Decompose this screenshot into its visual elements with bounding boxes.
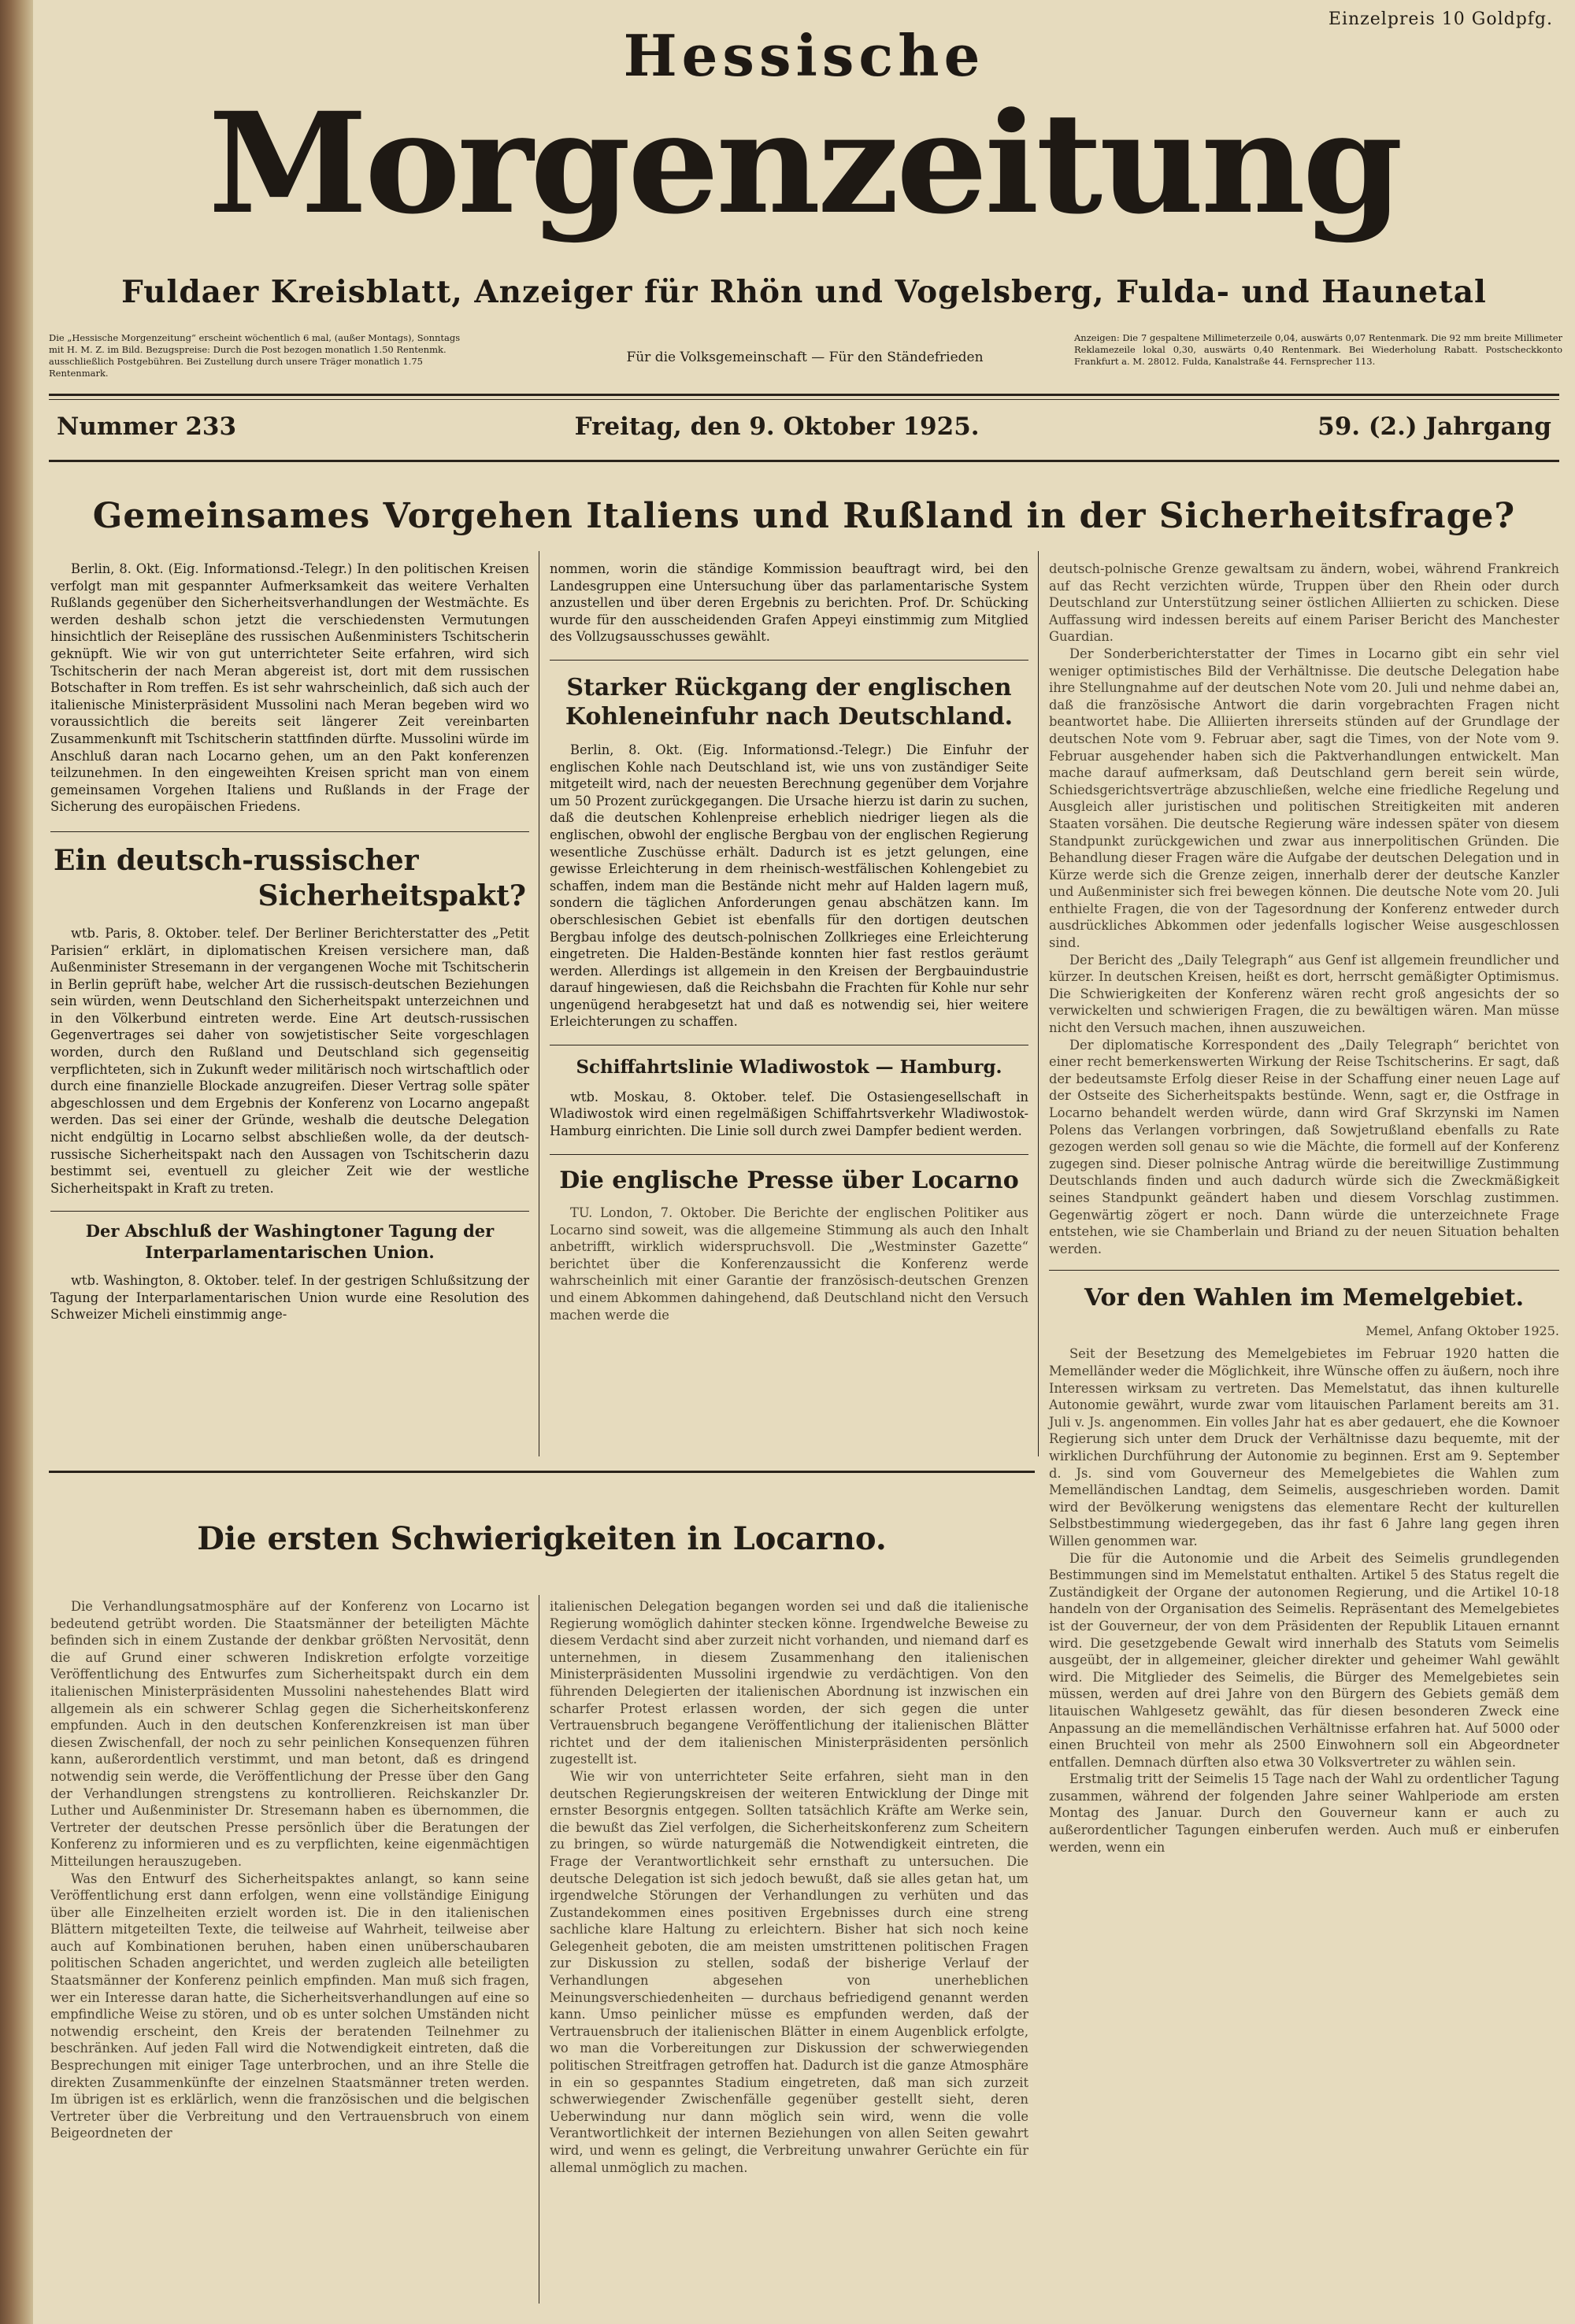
article-paragraph: Der Sonderberichterstatter der Times in Locarno gibt ein sehr viel weniger optimistisches Bild der Verhältnisse. Die deutsche Delegation habe ihre Stellungnahme auf der deutschen Note vom 20. Juli und nehme dabei an, daß die französische Antwort die darin vorgebrachten Fragen nicht beantwortet habe. Die Alliierten ihrerseits stünden auf der Grundlage der deutschen Note vom 9. Februar aber, sagt die Times, von der Note vom 9. Februar ausgehender haben sich die Paktverhandlungen entwickelt. Man mache darauf aufmerksam, daß Deutschland gern bereit sein würde, Schiedsgerichtsverträge abzuschließen, welche eine friedliche Regelung und Ausgleich aller juristischen und politischen Streitigkeiten mit anderen Staaten vorsähen. Die deutsche Regierung wäre indessen später von diesem Standpunkt zurückgewichen und zwar aus innerpolitischen Gründen. Die Behandlung dieser Fragen wäre die Aufgabe der deutschen Delegation und in Kürze werde sich die Grenze zeigen, innerhalb derer der deutsche Kanzler und Außenminister sich frei bewegen können. Die deutsche Note vom 20. Juli enthielte Fragen, die von der Tagesordnung der Konferenz entweder durch ausdrückliches Abkommen oder jedenfalls logischer Weise ausgeschlossen sind. <box>1049 646 1559 951</box>
article-paragraph: TU. London, 7. Oktober. Die Berichte der englischen Politiker aus Locarno sind soweit, was die allgemeine Stimmung als auch den Inhalt anbetrifft, wirklich widerspruchsvoll. Die „Westminster Gazette“ berichtet über die Konferenzaussicht die Konferenz werde wahrscheinlich mit einer Garantie der französisch-deutschen Grenzen und einem Abkommen dahingehend, daß Deutschland nicht den Versuch machen werde die <box>550 1205 1028 1323</box>
column-3 <box>1049 561 1559 1856</box>
article-dateline: Memel, Anfang Oktober 1925. <box>1366 1323 1559 1338</box>
article-paragraph: Berlin, 8. Okt. (Eig. Informationsd.-Telegr.) Die Einfuhr der englischen Kohle nach Deutschland ist, wie uns von zuständiger Seite mitgeteilt wird, nach der neuesten Berechnung gegenüber dem Vorjahre um 50 Prozent zurückgegangen. Die Ursache hierzu ist darin zu suchen, daß die deutschen Kohlenpreise erheblich niedriger liegen als die englischen, obwohl der englische Bergbau von der englischen Regierung wesentliche Zuschüsse erhält. Dadurch ist es jetzt gelungen, eine gewisse Erleichterung in dem rheinisch-westfälischen Kohlengebiet zu schaffen, indem man die Bestände nicht mehr auf Halden lagern muß, sondern die täglichen Anforderungen genau abschätzen kann. Im oberschlesischen Gebiet ist ebenfalls für den dortigen deutschen Bergbau infolge des deutsch-polnischen Zollkrieges eine Erleichterung eingetreten. Die Halden-Bestände konnten hier fast restlos geräumt werden. Allerdings ist allgemein in den Kreisen der Bergbauindustrie darauf hingewiesen, daß die Reichsbahn die Frachten für Kohle nur sehr ungenügend herabgesetzt hat und daß es notwendig sei, hier weitere Erleichterungen zu schaffen. <box>550 742 1028 1030</box>
article-headline: Starker Rückgang der englischen Kohleneinfuhr nach Deutschland. <box>565 673 1014 731</box>
article-paragraph: wtb. Moskau, 8. Oktober. telef. Die Ostasiengesellschaft in Wladiwostok wird einen regelmäßigen Schiffahrtsverkehr Wladiwostok-Hamburg einrichten. Die Linie soll durch zwei Dampfer bedient werden. <box>550 1089 1028 1138</box>
article-headline: Der Abschluß der Washingtoner Tagung der Interparlamentarischen Union. <box>85 1221 495 1262</box>
locarno-column-1 <box>50 1598 529 2142</box>
main-headline: Gemeinsames Vorgehen Italiens und Rußland in der Sicherheitsfrage? <box>92 496 1516 536</box>
issue-number: Nummer 233 <box>57 413 237 441</box>
issue-info-bar <box>57 413 1551 441</box>
advertising-terms: Anzeigen: Die 7 gespaltene Millimeterzeile 0,04, auswärts 0,07 Rentenmark. Die 92 mm breite Millimeter Reklamezeile lokal 0,30, auswärts 0,40 Rentenmark. Bei Wiederholung Rabatt. Postscheckkonto Frankfurt a. M. 28012. Fulda, Kanalstraße 44. Fernsprecher 113. <box>1074 332 1562 367</box>
newspaper-title: Morgenzeitung <box>208 82 1400 245</box>
article-paragraph: Wie wir von unterrichteter Seite erfahren, sieht man in den deutschen Regierungskreisen der weiteren Entwicklung der Dinge mit ernster Besorgnis entgegen. Sollten tatsächlich Kräfte am Werke sein, die bewußt das Ziel verfolgen, die Sicherheitskonferenz zum Scheitern zu bringen, so würde naturgemäß die Notwendigkeit eintreten, die Frage der Verantwortlichkeit sehr ernsthaft zu untersuchen. Die deutsche Delegation ist sich jedoch bewußt, daß sie alles getan hat, um irgendwelche Störungen der Verhandlungen zu verhüten und das Zustandekommen eines positiven Ergebnisses durch eine streng sachliche klare Haltung zu erleichtern. Bisher hat sich noch keine Gelegenheit geboten, die am meisten umstrittenen politischen Fragen zur Diskussion zu stellen, sodaß der bisherige Verlauf der Verhandlungen abgesehen von unerheblichen Meinungsverschiedenheiten — durchaus befriedigend genannt werden kann. Umso peinlicher müsse es empfunden werden, daß der Vertrauensbruch der italienischen Blätter in einem Augenblick erfolgte, wo man die Vorbereitungen zur Diskussion der schwerwiegenden politischen Streitfragen getroffen hat. Dadurch ist die ganze Atmosphäre in ein so gespanntes Stadium eingetreten, daß man sich zurzeit schwerwiegender Zwischenfälle gegenüber gestellt sieht, deren Ueberwindung nur dann möglich sein wird, wenn die volle Verantwortlichkeit der internen Beziehungen von allen Seiten gewahrt wird, und wenn es gelingt, die Verbreitung unwahrer Gerüchte ein für allemal unmöglich zu machen. <box>550 1768 1028 2175</box>
article-paragraph: deutsch-polnische Grenze gewaltsam zu ändern, wobei, während Frankreich auf das Recht verzichten würde, Truppen über den Rhein oder durch Deutschland zur Unterstützung seiner östlichen Alliierten zu schicken. Diese Auffassung wird indessen bereits auf einem Pariser Bericht des Manchester Guardian. <box>1049 561 1559 645</box>
article-separator <box>550 660 1028 661</box>
article-paragraph: Erstmalig tritt der Seimelis 15 Tage nach der Wahl zu ordentlicher Tagung zusammen, während der folgenden Jahre seiner Wahlperiode am ersten Montag des Januar. Durch den Gouverneur kann er auch zu außerordentlicher Tagungen einberufen werden. Auch muß er einberufen werden, wenn ein <box>1049 1771 1559 1855</box>
article-separator <box>50 1211 529 1212</box>
article-paragraph: Der diplomatische Korrespondent des „Daily Telegraph“ berichtet von einer recht bemerkenswerten Wirkung der Reise Tschitscherins. Er sagt, daß der bedeutsamste Erfolg dieser Reise in der Schaffung einer neuen Lage auf der Ostseite des Sicherheitspakts bestünde. Wenn, sagt er, die Ostfrage in Locarno behandelt werden würde, dann wird Graf Skrzynski im Namen Polens das Verlangen vorbringen, daß Sowjetrußland ebenfalls zu Rate gezogen werden soll genau so wie die Mächte, die formell auf der Konferenz zugegen sind. Dieser polnische Antrag würde die bereitwillige Zustimmung Deutschlands finden und auch dadurch würde sich die Zweckmäßigkeit seines Standpunkt geändert haben und diesem Vorschlag zustimmen. Gegenwärtig zögert er noch. Dann würde die unterzeichnete Frage entstehen, wie sie Chamberlain und Briand zu der neuen Situation behalten werden. <box>1049 1037 1559 1256</box>
article-paragraph: Berlin, 8. Okt. (Eig. Informationsd.-Telegr.) In den politischen Kreisen verfolgt man mit gespannter Aufmerksamkeit das weitere Verhalten Rußlands gegenüber den Sicherheitsverhandlungen der Westmächte. Es werden deshalb schon jetzt die verschiedensten Vermutungen hinsichtlich der Reisepläne des russischen Außenministers Tschitscherin geknüpft. Wie wir von gut unterrichteter Seite erfahren, wird sich Tschitscherin der nach Meran abgereist ist, dort mit dem russischen Botschafter in Rom treffen. Es ist sehr wahrscheinlich, daß sich auch der italienische Ministerpräsident Mussolini nach Meran begeben wird wo voraussichtlich die bereits seit längerer Zeit vereinbarten Zusammenkunft mit Tschitscherin stattfinden dürfte. Mussolini würde im Anschluß daran nach Locarno gehen, um an den Pakt konferenzen teilzunehmen. In den eingeweihten Kreisen spricht man von einem gemeinsamen Vorgehen Italiens und Rußlands in der Frage der Sicherung des europäischen Friedens. <box>50 561 529 815</box>
locarno-headline: Die ersten Schwierigkeiten in Locarno. <box>197 1520 887 1557</box>
newspaper-motto: Für die Volksgemeinschaft — Für den Ständefrieden <box>626 350 984 365</box>
column-1 <box>50 561 529 1323</box>
article-paragraph: Die Verhandlungsatmosphäre auf der Konferenz von Locarno ist bedeutend getrübt worden. Die Staatsmänner der beteiligten Mächte befinden sich in einem Zustande der denkbar größten Nervosität, denn die auf Grund einer schweren Indiskretion erfolgte vorzeitige Veröffentlichung des Entwurfes zum Sicherheitspakt durch ein dem italienischen Ministerpräsidenten Mussolini nahestehendes Blatt wird allgemein als ein schwerer Schlag gegen die Sicherheitskonferenz empfunden. Auch in den deutschen Konferenzkreisen ist man über diesen Zwischenfall, der noch zu sehr peinlichen Konsequenzen führen kann, außerordentlich verstimmt, und man betont, daß es dringend notwendig sein werde, die Veröffentlichung der Presse über den Gang der Verhandlungen strengstens zu kontrollieren. Reichskanzler Dr. Luther und Außenminister Dr. Stresemann haben es übernommen, die Vertreter der deutschen Presse persönlich über die Beratungen der Konferenz zu informieren und es zu verpflichten, keine eigenmächtigen Mitteilungen herauszugeben. <box>50 1599 529 1869</box>
subscription-terms: Die „Hessische Morgenzeitung“ erscheint wöchentlich 6 mal, (außer Montags), Sonntags mit H. M. Z. im Bild. Bezugspreise: Durch die Post bezogen monatlich 1.50 Rentenmk. ausschließlich Postgebühren. Bei Zustellung durch unsere Träger monatlich 1.75 Rentenmark. <box>49 332 461 379</box>
article-paragraph: wtb. Paris, 8. Oktober. telef. Der Berliner Berichterstatter des „Petit Parisien“ erklärt, in diplomatischen Kreisen versichere man, daß Außenminister Stresemann in der vergangenen Woche mit Tschitscherin in Berlin geprüft habe, welcher Art die russisch-deutschen Beziehungen sein würden, wenn Deutschland den Sicherheitspakt unterzeichnen und in den Völkerbund eintreten werde. Eine Art deutsch-russischen Gegenvertrages sei daher von sowjetistischer Seite vorgeschlagen worden, durch den Rußland und Deutschland sich gegenseitig verpflichteten, sich in Zukunft weder militärisch noch wirtschaftlich oder durch eine finanzielle Blockade anzugreifen. Dieser Vertrag solle später abgeschlossen und dem Ergebnis der Konferenz von Locarno angepaßt werden. Das sei einer der Gründe, weshalb die deutsche Delegation nicht endgültig in Locarno selbst abschließen wolle, da der deutsch-russische Sicherheitspakt nach den Aussagen von Tschitscherin dazu bestimmt sei, eventuell zu gleicher Zeit wie der westliche Sicherheitspakt in Kraft zu treten. <box>50 925 529 1196</box>
article-separator <box>550 1154 1028 1155</box>
issue-date: Freitag, den 9. Oktober 1925. <box>574 413 980 441</box>
newspaper-page <box>33 0 1575 2324</box>
title-top-word: Hessische <box>623 22 985 89</box>
column-divider-2 <box>1038 551 1039 1456</box>
locarno-column-2 <box>550 1598 1028 2176</box>
article-headline: Ein deutsch-russischer <box>54 843 419 877</box>
article-paragraph: nommen, worin die ständige Kommission beauftragt wird, bei den Landesgruppen eine Untersuchung über das parlamentarische System anzustellen und über deren Ergebnis zu berichten. Prof. Dr. Schücking wurde für den ausscheidenden Grafen Appeyi einstimmig zum Mitglied des Vollzugsausschusses gewählt. <box>550 561 1028 645</box>
article-headline: Schiffahrtslinie Wladiwostok — Hamburg. <box>576 1057 1002 1079</box>
masthead-rule-bottom <box>49 460 1559 462</box>
binding-edge <box>0 0 33 2324</box>
article-separator <box>50 831 529 832</box>
article-headline: Die englische Presse über Locarno <box>559 1166 1019 1194</box>
article-paragraph: Seit der Besetzung des Memelgebietes im Februar 1920 hatten die Memelländer weder die Möglichkeit, ihre Wünsche offen zu äußern, noch ihre Interessen wirksam zu vertreten. Das Memelstatut, das ihnen kulturelle Autonomie gewährt, wurde zwar vom litauischen Parlament bereits am 31. Juli v. Js. angenommen. Ein volles Jahr hat es aber gedauert, ehe die Kownoer Regierung sich unter dem Druck der Verhältnisse dazu bequemte, mit der wirklichen Durchführung der Autonomie zu beginnen. Erst am 9. September d. Js. sind vom Gouverneur des Memelgebietes die Wahlen zum Memelländischen Landtag, dem Seimelis, ausgeschrieben worden. Damit wird der Bevölkerung wenigstens das elementare Recht der kulturellen Selbstbestimmung wiedergegeben, das ihr fast 6 Jahre lang gegen ihren Willen genommen war. <box>1049 1346 1559 1549</box>
article-paragraph: Was den Entwurf des Sicherheitspaktes anlangt, so kann seine Veröffentlichung erst dann erfolgen, wenn eine vollständige Einigung über alle Einzelheiten erzielt worden ist. Die in den italienischen Blättern mitgeteilten Texte, die teilweise auf Wahrheit, teilweise aber auch auf Kombinationen beruhen, haben einen unüberschaubaren politischen Schaden angerichtet, und werden zugleich alle beteiligten Staatsmänner der Konferenz peinlich empfinden. Man muß sich fragen, wer ein Interesse daran hatte, die Sicherheitsverhandlungen auf eine so empfindliche Weise zu stören, und ob es unter solchen Umständen nicht notwendig erscheint, den Kreis der beratenden Teilnehmer zu beschränken. Auf jeden Fall wird die Notwendigkeit eintreten, daß die Besprechungen mit einiger Tage unterbrochen, und an ihre Stelle die direkten Zusammenkünfte der einzelnen Staatsmänner treten werden. Im übrigen ist es erklärlich, wenn die französischen und die belgischen Vertreter über die Verbreitung und den Vertrauensbruch von einem Beigeordneten der <box>50 1871 529 2141</box>
article-headline-line2: Sicherheitspakt? <box>258 879 526 912</box>
masthead-rule-top-thin <box>49 399 1559 400</box>
article-paragraph: Die für die Autonomie und die Arbeit des Seimelis grundlegenden Bestimmungen sind im Memelstatut enthalten. Artikel 5 des Status regelt die Zuständigkeit der Organe der autonomen Regierung, und die Artikel 10-18 handeln von der Organisation des Seimelis. Repräsentant des Memelgebietes ist der Gouverneur, der von dem Präsidenten der Republik Litauen ernannt wird. Die gesetzgebende Gewalt wird innerhalb des Statuts vom Seimelis ausgeübt, der in allgemeiner, gleicher direkter und geheimer Wahl gewählt wird. Die Mitglieder des Seimelis, die Bürger des Memelgebietes sein müssen, werden auf drei Jahre von den Bürgern des Gebiets gemäß dem litauischen Wahlgesetz gewählt, das für diesen besonderen Zweck eine Anpassung an die memelländischen Verhältnisse erfahren hat. Auf 5000 oder einen Bruchteil von mehr als 2500 Einwohnern soll ein Abgeordneter entfallen. Demnach dürften also etwa 30 Volksvertreter zu wählen sein. <box>1049 1550 1559 1770</box>
masthead-rule-top <box>49 394 1559 396</box>
single-copy-price: Einzelpreis 10 Goldpfg. <box>1328 9 1553 29</box>
column-2 <box>550 561 1028 1323</box>
locarno-rule-top <box>49 1471 1035 1473</box>
article-paragraph: wtb. Washington, 8. Oktober. telef. In der gestrigen Schlußsitzung der Tagung der Interparlamentarischen Union wurde eine Resolution des Schweizer Micheli einstimmig ange- <box>50 1272 529 1323</box>
issue-volume: 59. (2.) Jahrgang <box>1317 413 1551 441</box>
article-paragraph: Der Bericht des „Daily Telegraph“ aus Genf ist allgemein freundlicher und kürzer. In deutschen Kreisen, heißt es dort, herrscht gemäßigter Optimismus. Die Schwierigkeiten der Konferenz wären recht groß angesichts der so verwickelten und schwierigen Fragen, die zu bewältigen wären. Man müsse nicht den Versuch machen, ihnen auszuweichen. <box>1049 952 1559 1036</box>
article-headline: Vor den Wahlen im Memelgebiet. <box>1084 1284 1525 1312</box>
article-paragraph: italienischen Delegation begangen worden sei und daß die italienische Regierung womöglich dahinter stecken könne. Irgendwelche Beweise zu diesem Verdacht sind aber zurzeit nicht vorhanden, und niemand darf es unternehmen, in diesem Zusammenhang den italienischen Ministerpräsidenten Mussolini irgendwie zu verdächtigen. Von den führenden Delegierten der italienischen Abordnung ist inzwischen ein scharfer Protest erlassen worden, der sich gegen die unter Vertrauensbruch begangene Veröffentlichung der italienischen Blätter richtet und der dem italienischen Ministerpräsidenten persönlich zugestellt ist. <box>550 1599 1028 1767</box>
newspaper-subtitle: Fuldaer Kreisblatt, Anzeiger für Rhön und Vogelsberg, Fulda- und Haunetal <box>121 274 1487 310</box>
article-separator <box>1049 1270 1559 1271</box>
